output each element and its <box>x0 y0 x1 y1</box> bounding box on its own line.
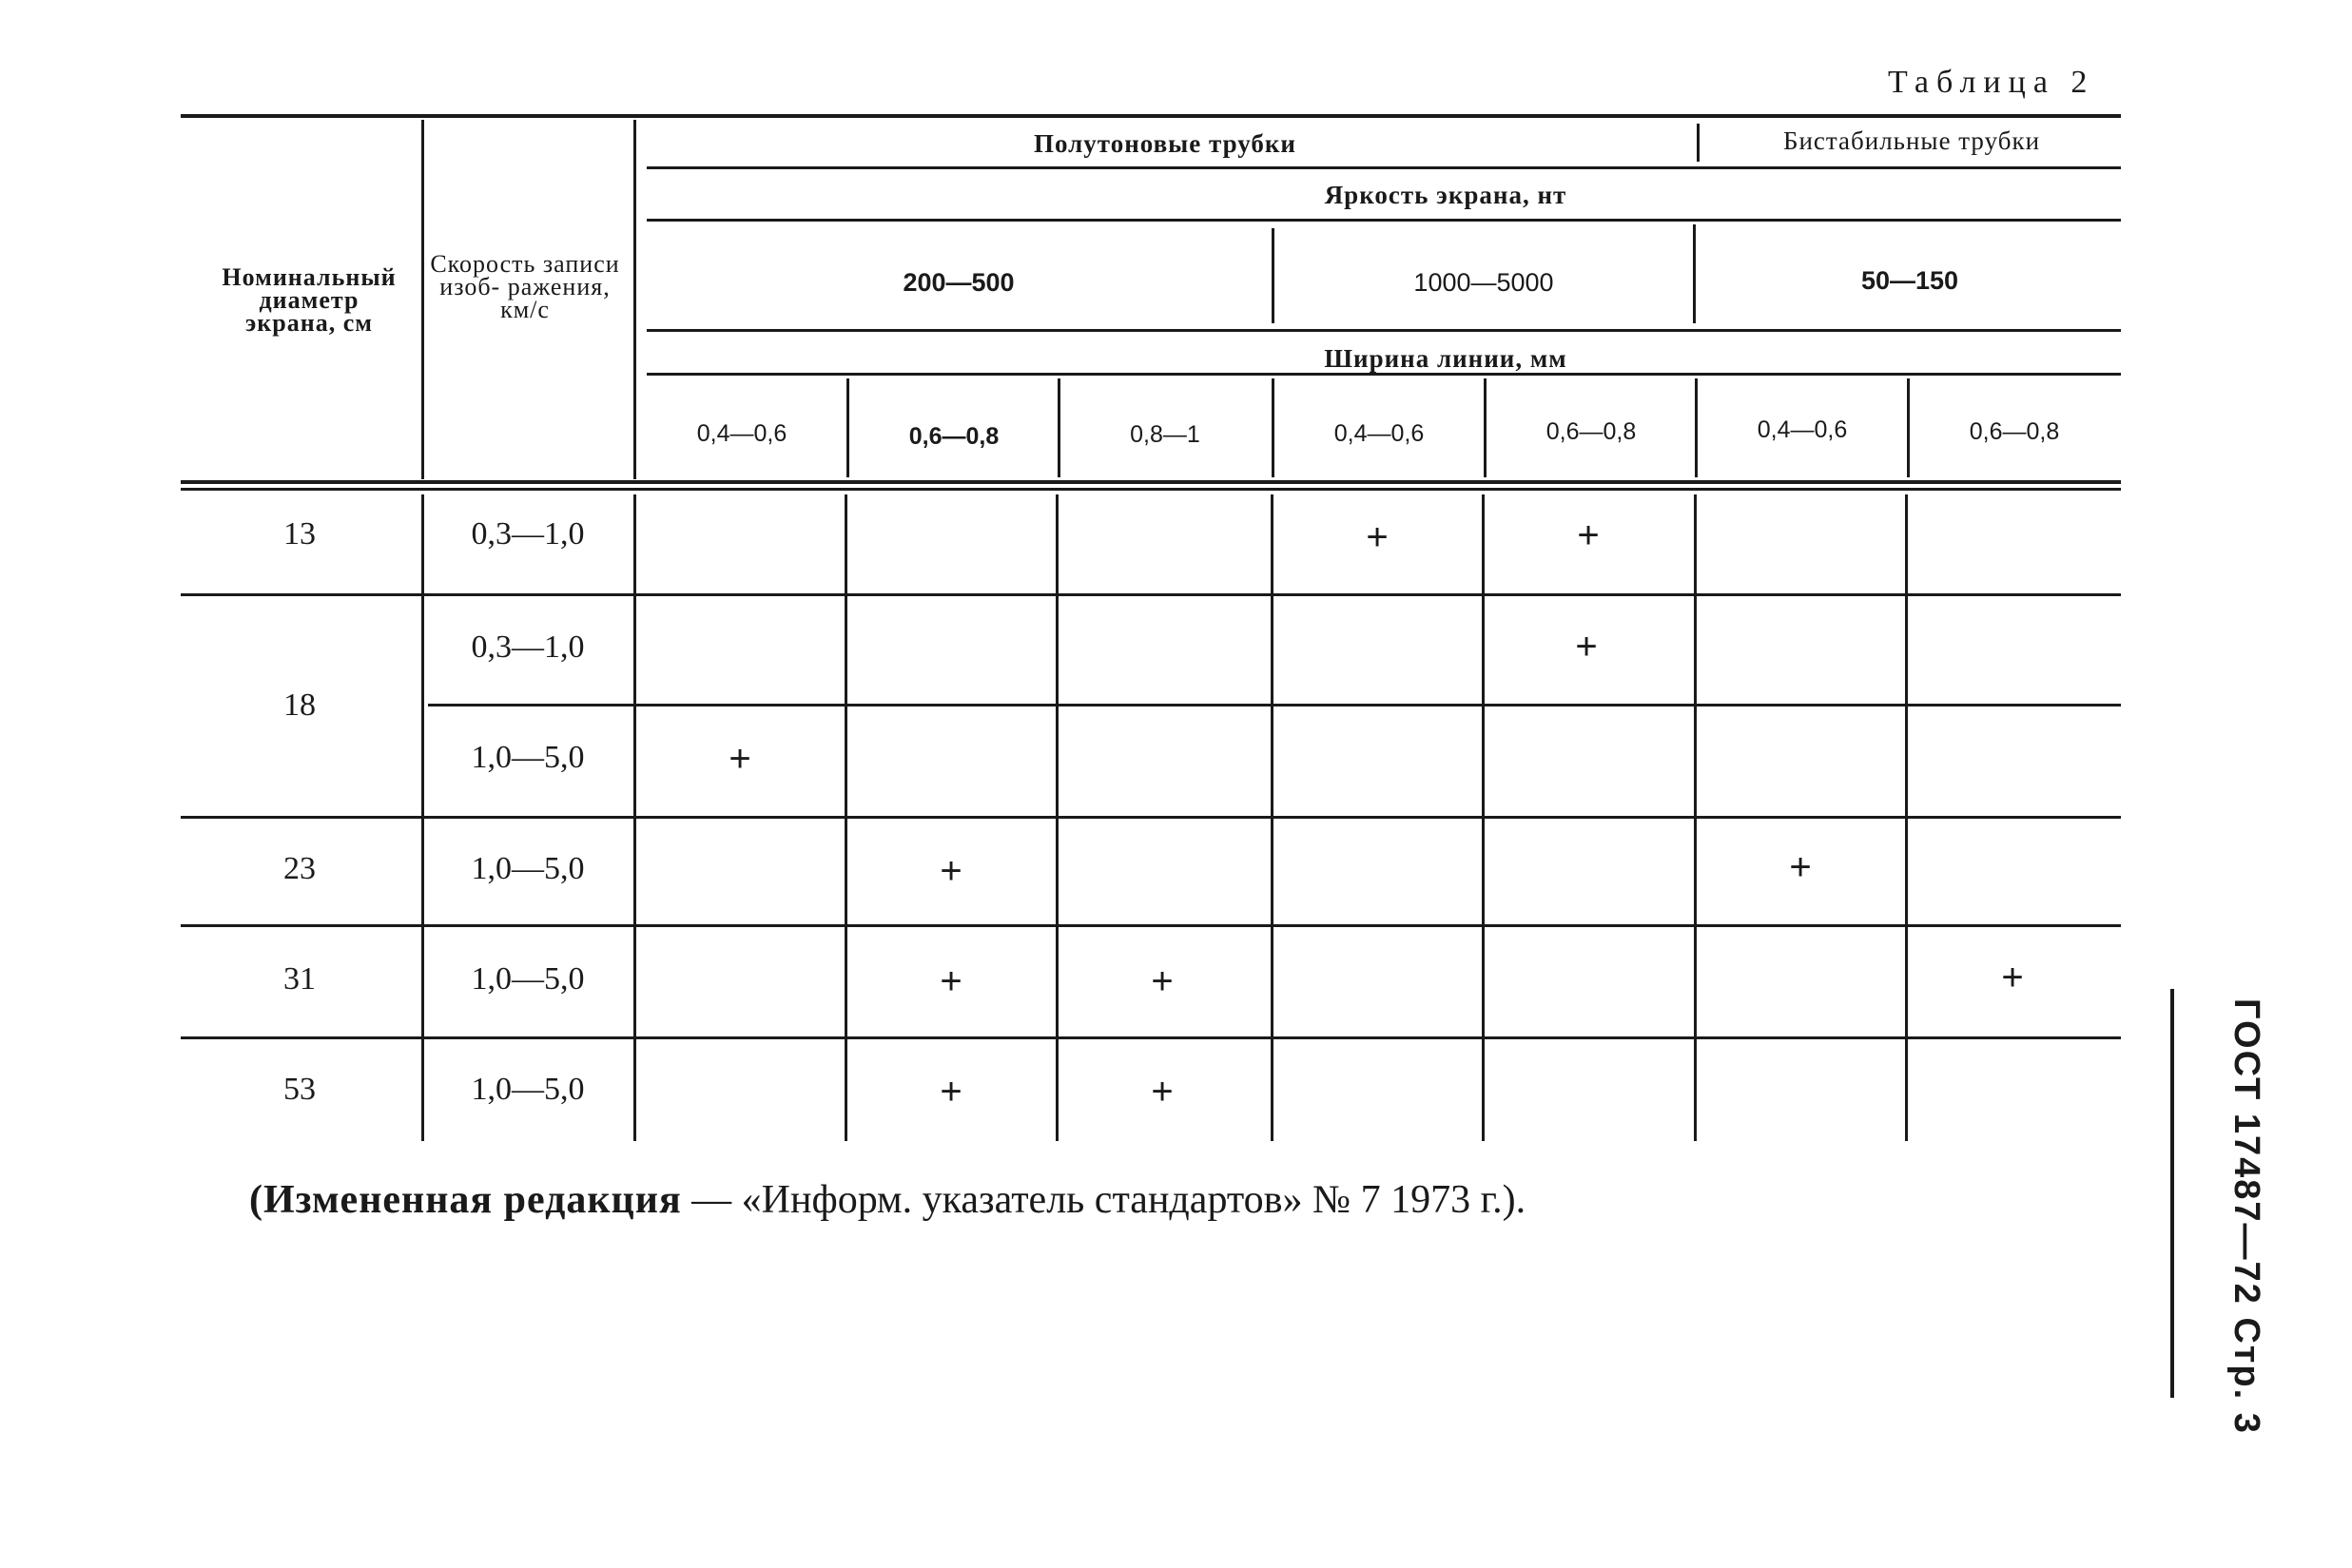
table-caption: Таблица 2 <box>1888 65 2095 100</box>
col-divider <box>1697 124 1700 162</box>
diameter-cell: 23 <box>283 851 316 886</box>
header-diameter: Номинальный диаметр экрана, см <box>222 263 397 337</box>
brightness-range-3: 50—150 <box>1860 266 1959 295</box>
width-range: 0,4—0,6 <box>696 420 787 447</box>
mark-cell: + <box>940 850 962 892</box>
width-range: 0,8—1 <box>1130 421 1200 448</box>
speed-cell: 0,3—1,0 <box>471 629 585 665</box>
col-divider <box>1271 494 1273 1141</box>
speed-cell: 0,3—1,0 <box>471 516 585 552</box>
side-label: ГОСТ 17487—72 Стр. 3 <box>2226 998 2266 1435</box>
header-bottom-rule <box>181 480 2121 484</box>
rule-group-bottom <box>647 166 2121 169</box>
col-divider <box>633 120 636 479</box>
header-bottom-rule-2 <box>181 488 2121 491</box>
col-divider <box>1482 494 1485 1141</box>
speed-cell: 1,0—5,0 <box>471 851 585 886</box>
width-range: 0,6—0,8 <box>908 423 1000 450</box>
row-rule <box>181 816 2121 819</box>
mark-cell: + <box>2001 957 2024 998</box>
row-rule <box>181 1036 2121 1039</box>
width-range: 0,4—0,6 <box>1757 416 1848 443</box>
header-halftone: Полутоновые трубки <box>1034 129 1296 158</box>
brightness-range-1: 200—500 <box>903 268 1015 297</box>
amendment-note-rest: — «Информ. указатель стандартов» № 7 1973 г.). <box>681 1178 1526 1222</box>
speed-cell: 1,0—5,0 <box>471 740 585 775</box>
table-top-rule <box>181 114 2121 118</box>
mark-cell: + <box>1575 626 1598 668</box>
speed-cell: 1,0—5,0 <box>471 1072 585 1107</box>
rule-linewidth-bottom <box>647 373 2121 376</box>
width-range: 0,4—0,6 <box>1333 420 1425 447</box>
speed-cell: 1,0—5,0 <box>471 961 585 997</box>
diameter-cell: 18 <box>283 687 316 723</box>
header-speed: Скорость записи изоб- ражения, км/с <box>430 250 620 323</box>
mark-cell: + <box>1151 1071 1174 1113</box>
col-divider <box>1056 494 1059 1141</box>
row-rule <box>181 924 2121 927</box>
width-range: 0,6—0,8 <box>1969 418 2060 445</box>
rule-range-bottom <box>647 329 2121 332</box>
brightness-range-2: 1000—5000 <box>1413 268 1554 297</box>
amendment-note-bold: (Измененная редакция <box>249 1178 682 1222</box>
header-bistable: Бистабильные трубки <box>1782 126 2041 155</box>
mark-cell: + <box>1577 514 1600 556</box>
col-divider <box>421 120 424 479</box>
side-rule <box>2170 989 2174 1398</box>
rule-brightness-bottom <box>647 219 2121 222</box>
mark-cell: + <box>729 738 751 780</box>
width-range: 0,6—0,8 <box>1545 418 1637 445</box>
col-divider <box>421 494 424 1141</box>
mark-cell: + <box>940 1071 962 1113</box>
row-rule-sub <box>428 704 2121 707</box>
mark-cell: + <box>940 960 962 1002</box>
amendment-note <box>249 1177 1526 1223</box>
header-brightness: Яркость экрана, нт <box>1324 181 1567 209</box>
mark-cell: + <box>1789 846 1812 888</box>
col-divider <box>1905 494 1908 1141</box>
row-rule <box>181 593 2121 596</box>
col-divider <box>845 494 847 1141</box>
mark-cell: + <box>1366 516 1389 558</box>
col-divider <box>1694 494 1697 1141</box>
mark-cell: + <box>1151 960 1174 1002</box>
diameter-cell: 53 <box>283 1072 316 1107</box>
diameter-cell: 13 <box>283 516 316 552</box>
col-divider <box>633 494 636 1141</box>
header-line-width: Ширина линии, мм <box>1324 344 1567 373</box>
col-divider <box>1693 224 1696 323</box>
diameter-cell: 31 <box>283 961 316 997</box>
